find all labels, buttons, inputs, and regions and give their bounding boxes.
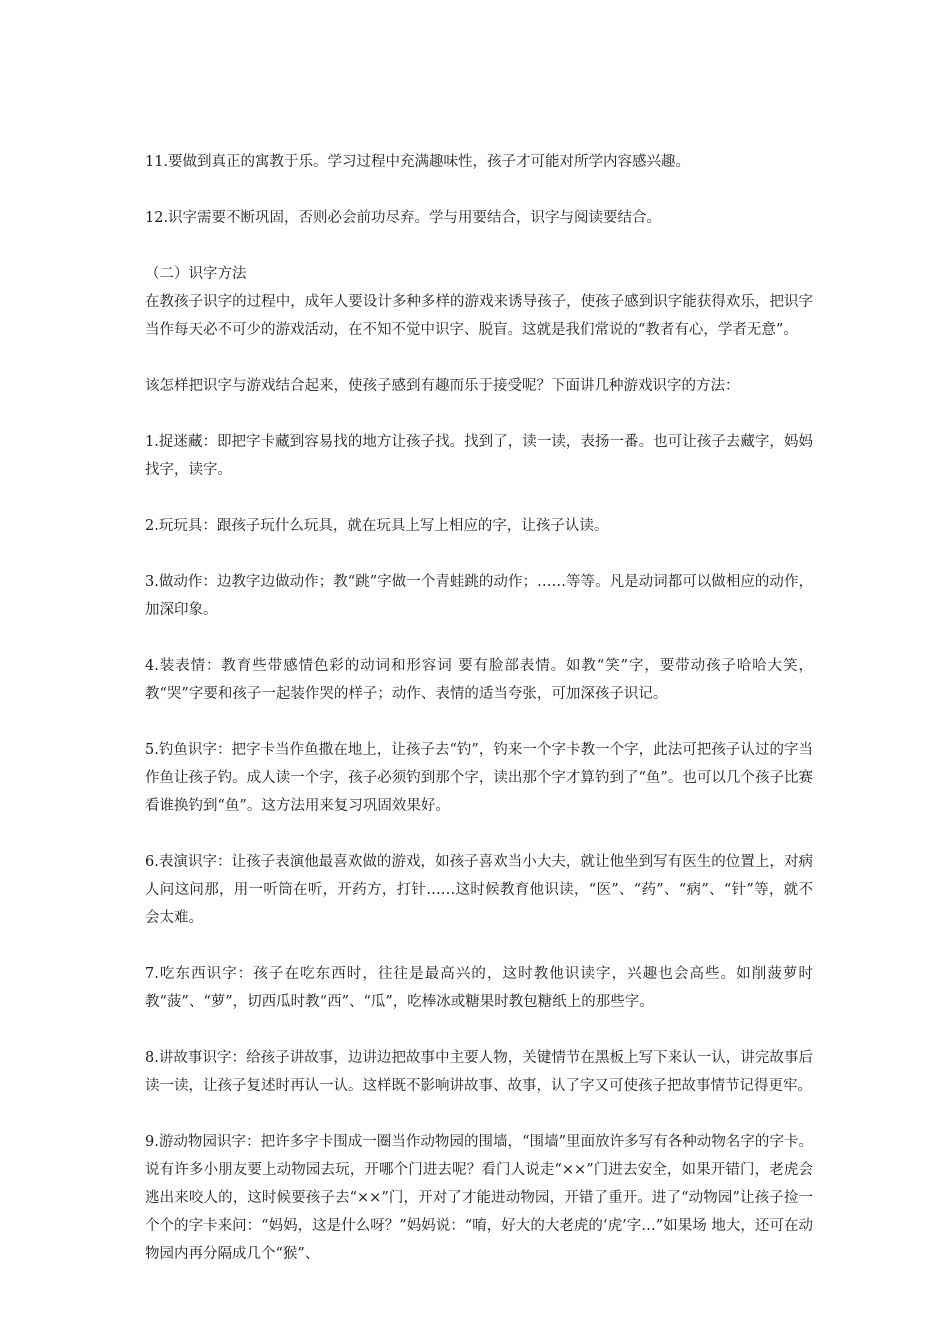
method-5: 5.钓鱼识字：把字卡当作鱼撒在地上，让孩子去“钓”，钓来一个字卡教一个字，此法可把孩子认过的字当作鱼让孩子钓。成人读一个字，孩子必须钓到那个字，读出那个字才算钓到了“鱼”。也可以几个孩子比赛看谁换钓到“鱼”。这方法用来复习巩固效果好。: [145, 742, 813, 814]
method-4: 4.装表情：教育些带感情色彩的动词和形容词 要有脸部表情。如教“笑”字，要带动孩子哈哈大笑，教“哭”字要和孩子一起装作哭的样子；动作、表情的适当夸张，可加深孩子识记。: [145, 658, 813, 702]
method-6: 6.表演识字：让孩子表演他最喜欢做的游戏，如孩子喜欢当小大夫，就让他坐到写有医生的位置上，对病人问这问那，用一听筒在听，开药方，打针……这时候教育他识读，“医”、“药”、“病”、“针”等，就不会太难。: [145, 854, 813, 926]
section-intro: 在教孩子识字的过程中，成年人要设计多种多样的游戏来诱导孩子，使孩子感到识字能获得欢乐，把识字当作每天必不可少的游戏活动，在不知不觉中识字、脱盲。这就是我们常说的“教者有心，学者无意”。: [145, 294, 813, 338]
document-page: [145, 148, 813, 1268]
method-2: 2.玩玩具：跟孩子玩什么玩具，就在玩具上写上相应的字，让孩子认读。: [145, 518, 609, 534]
method-7: 7.吃东西识字：孩子在吃东西时，往往是最高兴的，这时教他识读字，兴趣也会高些。如削菠萝时教“菠”、“萝”，切西瓜时教“西”、“瓜”，吃棒冰或糖果时教包糖纸上的那些字。: [145, 966, 813, 1010]
method-8: 8.讲故事识字：给孩子讲故事，边讲边把故事中主要人物，关键情节在黑板上写下来认一认，讲完故事后读一读，让孩子复述时再认一认。这样既不影响讲故事、故事，认了字又可使孩子把故事情节记得更牢。: [145, 1050, 813, 1094]
paragraph-12: 12.识字需要不断巩固，否则必会前功尽弃。学与用要结合，识字与阅读要结合。: [145, 210, 662, 226]
section-heading: （二）识字方法: [145, 266, 247, 282]
method-9: 9.游动物园识字：把许多字卡围成一圈当作动物园的围墙，“围墙”里面放许多写有各种动物名字的字卡。说有许多小朋友要上动物园去玩，开哪个门进去呢？看门人说走“××”门进去安全，如果开错门，老虎会逃出来咬人的，这时候要孩子去“××”门，开对了才能进动物园，开错了重开。进了“动物园”让孩子捡一个个的字卡来问：“妈妈，这是什么呀？”妈妈说：“唷，好大的大老虎的‘虎’字…”如果场 地大，还可在动物园内再分隔成几个“猴”、: [145, 1134, 813, 1262]
method-3: 3.做动作：边教字边做动作；教“跳”字做一个青蛙跳的动作；……等等。凡是动词都可以做相应的动作，加深印象。: [145, 574, 813, 618]
paragraph-11: 11.要做到真正的寓教于乐。学习过程中充满趣味性，孩子才可能对所学内容感兴趣。: [145, 154, 691, 170]
section-question: 该怎样把识字与游戏结合起来，使孩子感到有趣而乐于接受呢？下面讲几种游戏识字的方法：: [145, 378, 740, 394]
method-1: 1.捉迷藏：即把字卡藏到容易找的地方让孩子找。找到了，读一读，表扬一番。也可让孩子去藏字，妈妈找字，读字。: [145, 434, 813, 478]
